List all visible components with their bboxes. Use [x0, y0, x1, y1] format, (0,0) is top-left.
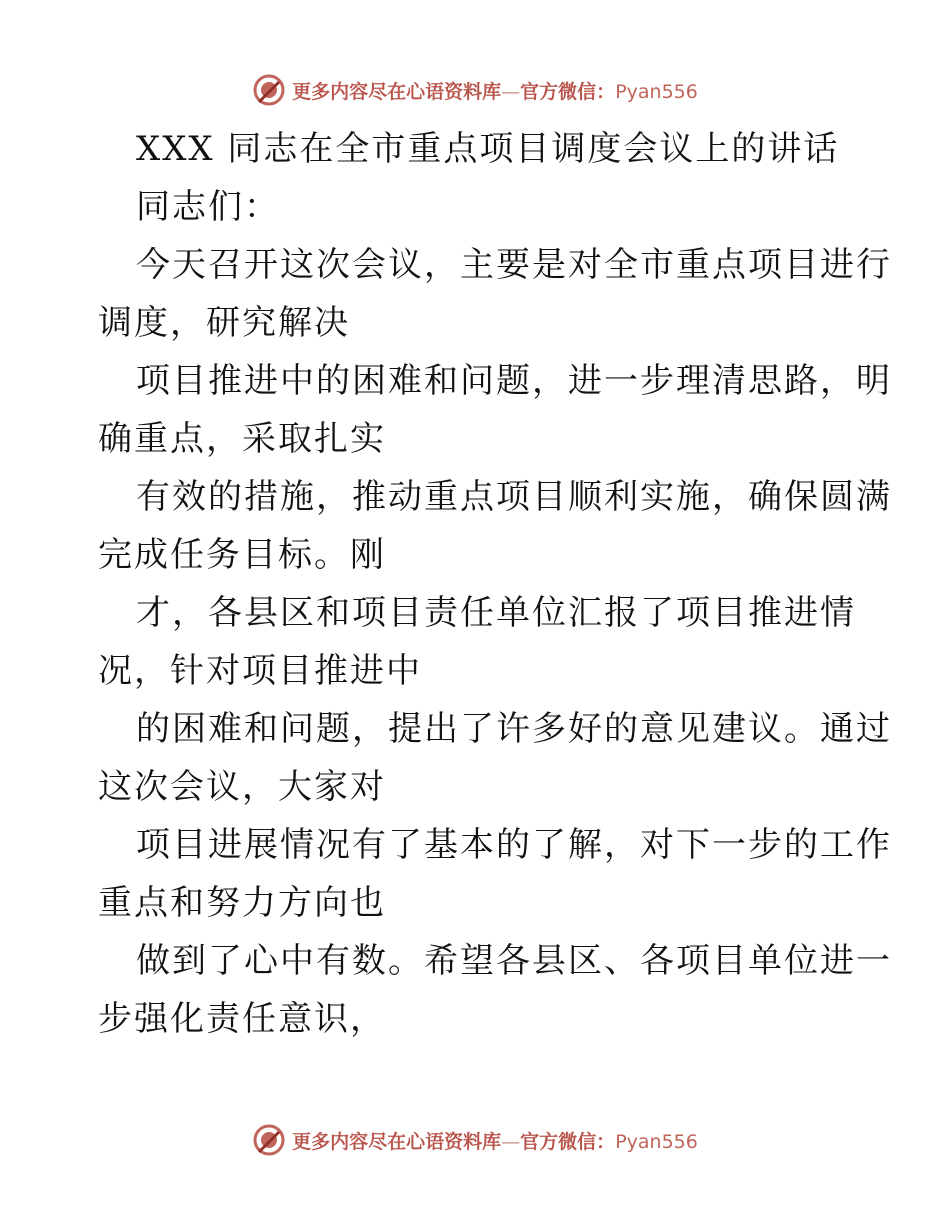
document-line: 今天召开这次会议，主要是对全市重点项目进行 — [136, 245, 892, 285]
watermark-text — [292, 77, 698, 104]
document-line: 确重点，采取扎实 — [98, 419, 386, 459]
document-line: 做到了心中有数。希望各县区、各项目单位进一 — [136, 941, 892, 981]
watermark-brand: 更多内容尽在心语资料库 — [292, 1130, 502, 1153]
document-line: 同志们： — [136, 187, 280, 227]
watermark-separator: — — [501, 80, 521, 103]
document-line: 况，针对项目推进中 — [98, 651, 422, 691]
watermark-separator: — — [501, 1130, 521, 1153]
document-line: 的困难和问题，提出了许多好的意见建议。通过 — [136, 709, 892, 749]
document-line: 步强化责任意识， — [98, 999, 386, 1039]
watermark-label: 官方微信： — [520, 80, 616, 103]
watermark-account: Pyan556 — [615, 1130, 698, 1153]
document-line: 有效的措施，推动重点项目顺利实施，确保圆满 — [136, 477, 892, 517]
watermark-brand: 更多内容尽在心语资料库 — [292, 80, 502, 103]
document-body — [98, 120, 892, 1048]
watermark-account: Pyan556 — [615, 80, 698, 103]
footer-watermark — [0, 1120, 950, 1160]
document-line: 才，各县区和项目责任单位汇报了项目推进情 — [136, 593, 856, 633]
seal-pen-icon — [252, 73, 286, 107]
document-title: XXX 同志在全市重点项目调度会议上的讲话 — [136, 129, 840, 169]
document-line: 项目进展情况有了基本的了解，对下一步的工作 — [136, 825, 892, 865]
header-watermark — [0, 70, 950, 110]
seal-pen-icon — [252, 1123, 286, 1157]
document-line: 完成任务目标。刚 — [98, 535, 386, 575]
document-line: 项目推进中的困难和问题，进一步理清思路，明 — [136, 361, 892, 401]
watermark-text — [292, 1127, 698, 1154]
document-line: 重点和努力方向也 — [98, 883, 386, 923]
document-line: 这次会议，大家对 — [98, 767, 386, 807]
document-line: 调度，研究解决 — [98, 303, 350, 343]
watermark-label: 官方微信： — [520, 1130, 616, 1153]
